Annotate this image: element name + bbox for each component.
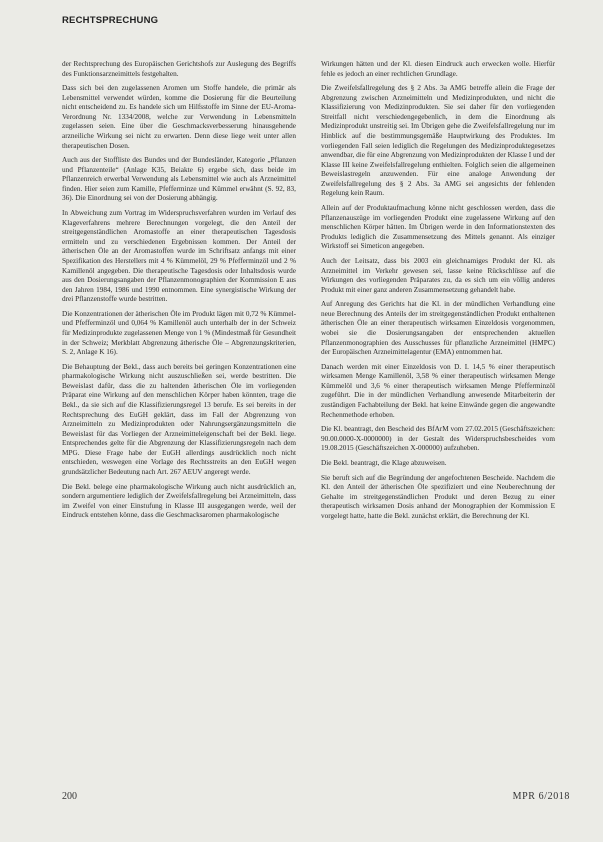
page-number: 200: [62, 791, 77, 802]
paragraph: der Rechtsprechung des Europäischen Gerichtshofs zur Auslegung des Begriffs des Funktionsarzneimittels festgehalten.: [62, 60, 296, 78]
paragraph: Auch aus der Stoffliste des Bundes und der Bundesländer, Kategorie „Pflanzen und Pflanzenteile“ (Anlage K35, Beiakte 6) ergebe sich, dass beide im Pflanzenreich erwerbal Verwendung als Lebensmittel wie auch als Arzneimittel finden. Hier seien zum Kamille, Pfefferminze und Kümmel erwähnt (S. 92, 83, 36). Die Einordnung sei von der Dosierung abhängig.: [62, 156, 296, 203]
paragraph: Die Bekl. belege eine pharmakologische Wirkung auch nicht ausdrücklich an, sondern argumentiere lediglich der Zweifelsfallregelung bei Arzneimitteln, dass im Zweifel von einer Einstufung in Klasse III ausgegangen werde, weil der Eindruck entstehen könne, dass die Geschmacksaromen pharmakologische: [62, 482, 296, 520]
paragraph: In Abweichung zum Vortrag im Widerspruchsverfahren wurden im Verlauf des Klageverfahrens mehrere Berechnungen vorgelegt, die den Anteil der streitgegenständlichen Aromastoffe an einer therapeutischen Tagesdosis ermitteln und zu verschiedenen Ergebnissen kommen. Der Anteil der ätherischen Öle an der Aromastoffen wurde im Schriftsatz anfangs mit einer Spezifikation des Herstellers mit 4 % Kümmelöl, 29 % Pfefferminzöl und 2 % Kamillenöl angegeben. Die therapeutische Tagesdosis oder Inhaltsdosis wurde aus den Dosierungsangaben der Pflanzenmonographien der Kommission E aus den Jahren 1984, 1986 und 1990 entnommen. Eine synergistische Wirkung der drei Pflanzenstoffe wurde bestritten.: [62, 209, 296, 304]
paragraph: Sie beruft sich auf die Begründung der angefochtenen Bescheide. Nachdem die Kl. den Anteil der ätherischen Öle spezifiziert und eine Neuberechnung der Gehalte im streitgegenständlichen Produkt und deren Bezug zu einer therapeutisch wirksamen Dosis anhand der Monographien der Kommission E vorgelegt hatte, hatte die Bekl. zunächst erklärt, die Berechnung der Kl.: [321, 473, 555, 521]
paragraph: Allein auf der Produktaufmachung könne nicht geschlossen werden, dass die Pflanzenauszüge im vorliegenden Produkt eine zugelassene Wirkung auf den menschlichen Körper hätten. Im Übrigen werde in den Informationstexten des Produkts lediglich die Zusammensetzung des Mittels genannt. Als einziger Wirkstoff sei Simeticon angegeben.: [321, 204, 555, 251]
paragraph: Dass sich bei den zugelassenen Aromen um Stoffe handele, die primär als Lebensmittel verwendet würden, komme die Dosierung für die Beurteilung nicht entscheidend zu. Es handele sich um Hilfsstoffe im Sinne der EU-Aroma-Verordnung Nr. 1334/2008, welche zur Verwendung in Lebensmitteln zugelassen seien. Eine über die Geschmacksverbesserung hinausgehende arzneiliche Wirkung sei nicht zu erwarten. Denn diese liege weit unter allen therapeutischen Dosen.: [62, 84, 296, 150]
section-title: RECHTSPRECHUNG: [62, 15, 159, 26]
left-column: [62, 60, 296, 526]
paragraph: Die Zweifelsfallregelung des § 2 Abs. 3a AMG betreffe allein die Frage der Abgrenzung zwischen Arzneimitteln und Medizinprodukten, und nicht die Klassifizierung von Medizinprodukten. Sie sei daher für den vorliegenden Streitfall nicht verschiedengegebenlich, in dem die Einordnung als Medizinprodukt unstreitig sei. Im Übrigen gehe die Zweifelsfallregelung nur im Hinblick auf die bestimmungsgemäße Hauptwirkung des Produktes. Im vorliegenden Fall seien lediglich die Regelungen des Medizinproduktegesetzes anwendbar, die für eine Abgrenzung von Medizinprodukten der Klasse I und der Klasse III keine Zweifelsfallregelung enthielten. Folglich seien die allgemeinen Beweislastregeln anzuwenden. Für eine analoge Anwendung der Zweifelsfallregelung des § 2 Abs. 3a AMG sei angesichts der fehlenden Regelung kein Raum.: [321, 84, 555, 198]
paragraph: Die Behauptung der Bekl., dass auch bereits bei geringen Konzentrationen eine pharmakologische Wirkung nicht auszuschließen sei, werde bestritten. Die Beweislast dafür, dass die zu haltenden ätherischen Öle im vorliegenden Präparat eine Wirkung auf den menschlichen Körper haben könnten, trage die Bekl., da sie sich auf die Klassifizierungsregel 13 berufe. Es sei bereits in der Rechtsprechung des EuGH geklärt, dass im Fall der Abgrenzung von Arzneimitteln zu Medizinprodukten oder Nahrungsergänzungsmitteln die Beweislast für das Vorliegen der Arzneimitteleigenschaft bei der Bekl. liege. Entsprechendes gelte für die Abgrenzung der Klassifizierungsregeln nach dem MPG. Diese Frage habe der EuGH allerdings ausdrücklich noch nicht entschieden, weswegen eine Vorlage des Rechtsstreits an den EuGH wegen grundsätzlicher Bedeutung nach Art. 267 AEUV angeregt werde.: [62, 362, 296, 476]
paragraph: Die Konzentrationen der ätherischen Öle im Produkt lägen mit 0,72 % Kümmel- und Pfefferminzöl und 0,064 % Kamillenöl auch unterhalb der in der Schweiz für Medizinprodukte zugelassenen Menge von 1 % (Mindestmaß für Gesundheit in der Schweiz; Merkblatt Abgrenzung ätherische Öle – Abgrenzungskriterien, S. 2, Anlage K 16).: [62, 309, 296, 357]
paragraph: Wirkungen hätten und der Kl. diesen Eindruck auch erwecken wolle. Hierfür fehle es jedoch an einer rechtlichen Grundlage.: [321, 60, 555, 78]
paragraph: Die Kl. beantragt, den Bescheid des BfArM vom 27.02.2015 (Geschäftszeichen: 90.00.0000-X-0000000) in der Gestalt des Widerspruchsbescheides vom 19.08.2015 (Geschäftszeichen X-000000) aufzuheben.: [321, 425, 555, 453]
paragraph: Auch der Leitsatz, dass bis 2003 ein gleichnamiges Produkt der Kl. als Arzneimittel im Verkehr gewesen sei, lasse keine Rückschlüsse auf die Wirkungen des vorliegenden Präparates zu, da es sich um ein völlig anderes Produkt mit einer ganz anderen Zusammensetzung gehandelt habe.: [321, 256, 555, 294]
paragraph: Auf Anregung des Gerichts hat die Kl. in der mündlichen Verhandlung eine neue Berechnung des Anteils der im streitgegenständlichen Produkt enthaltenen ätherischen Öle an einer therapeutisch wirksamen Einzeldosis vorgenommen, wobei sie die Dosierungsangaben der entsprechenden aktuellen Pflanzenmonographien des Ausschusses für pflanzliche Arzneimittel (HMPC) der Europäischen Arzneimittelagentur (EMA) entnommen hat.: [321, 300, 555, 357]
right-column: [321, 60, 555, 527]
journal-issue: MPR 6/2018: [512, 791, 570, 802]
paragraph: Danach werden mit einer Einzeldosis von D. I. 14,5 % einer therapeutisch wirksamen Menge Kamillenöl, 3,58 % einer therapeutisch wirksamen Menge Kümmelöl und 3,6 % einer therapeutisch wirksamen Menge Pfefferminzöl zugeführt. Die in der mündlichen Verhandlung anwesende Mitarbeiterin der zuständigen Fachabteilung der Bekl. hat keine Einwände gegen die angewandte Rechenmethode erhoben.: [321, 362, 555, 419]
paragraph: Die Bekl. beantragt, die Klage abzuweisen.: [321, 459, 447, 468]
